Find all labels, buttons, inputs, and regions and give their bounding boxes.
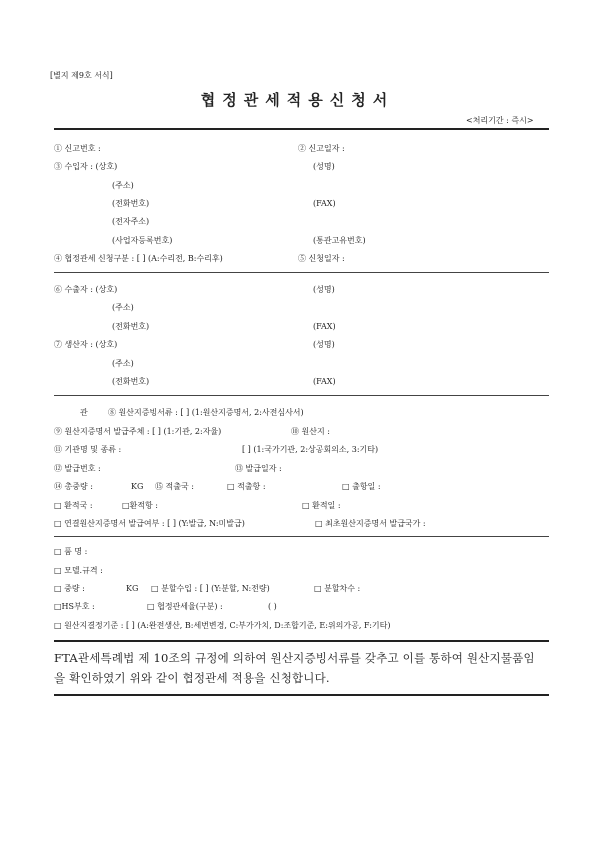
origin-criteria-field[interactable]: □ 원산지결정기준 : [ ] (A:완전생산, B:세번변경, C:부가가치, D:조합기준, E:위의가공, F:기타) [54,621,391,630]
certificate-number-field[interactable]: ⑫ 발급번호 : [54,464,101,473]
importer-address-field[interactable]: (주소) [112,181,134,190]
weight-unit: KG [126,584,139,593]
apply-date-field[interactable]: ⑤ 신청일자 : [298,254,345,263]
tariff-rate-paren: ( ) [268,602,277,611]
gross-weight-field[interactable]: ⑭ 총중량 : [54,482,93,491]
divider-3 [54,536,549,537]
processing-period: <처리기간 : 즉시> [466,116,534,125]
first-certificate-country-field[interactable]: □ 최초원산지증명서 발급국가 : [315,519,426,528]
producer-fax-field[interactable]: (FAX) [313,377,336,386]
declaration-text: FTA관세특례법 제 10조의 규정에 의하여 원산지증빙서류를 갖추고 이를 통하여 원산지물품임을 확인하였기 위와 같이 협정관세 적용을 신청합니다. [54,651,535,685]
agency-type-field[interactable]: [ ] (1:국가기관, 2:상공회의소, 3:기타) [242,445,379,454]
shipping-country-field[interactable]: ⑮ 적출국 : [155,482,194,491]
business-number-field[interactable]: (사업자등록번호) [112,236,173,245]
bottom-rule [54,694,549,696]
producer-phone-field[interactable]: (전화번호) [112,377,150,386]
origin-document-field[interactable]: ⑧ 원산지증빙서류 : [ ] (1:원산지증명서, 2:사전심사서) [108,408,304,417]
tariff-rate-field[interactable]: □ 협정관세율(구분) : [147,602,223,611]
exporter-name-field[interactable]: (성명) [313,285,335,294]
exporter-fax-field[interactable]: (FAX) [313,322,336,331]
report-number-field[interactable]: ① 신고번호 : [54,144,101,153]
weight-field[interactable]: □ 중량 : [54,584,85,593]
importer-company-field[interactable]: ③ 수입자 : (상호) [54,162,118,171]
gross-weight-unit: KG [131,482,144,491]
form-title: 협정관세적용신청서 [200,91,395,109]
report-date-field[interactable]: ② 신고일자 : [298,144,345,153]
producer-name-field[interactable]: (성명) [313,340,335,349]
issue-date-field[interactable]: ⑬ 발급일자 : [235,464,282,473]
model-spec-field[interactable]: □ 모델.규격 : [54,566,103,575]
divider-1 [54,272,549,273]
divider-4 [54,640,549,642]
exporter-address-field[interactable]: (주소) [112,303,134,312]
importer-email-field[interactable]: (전자주소) [112,217,150,226]
issuer-field[interactable]: ⑨ 원산지증명서 발급주체 : [ ] (1:기관, 2:자율) [54,427,222,436]
producer-address-field[interactable]: (주소) [112,359,134,368]
transship-date-field[interactable]: □ 환적일 : [302,501,341,510]
shipping-port-field[interactable]: □ 적출항 : [227,482,266,491]
importer-phone-field[interactable]: (전화번호) [112,199,150,208]
producer-company-field[interactable]: ⑦ 생산자 : (상호) [54,340,118,349]
top-rule [54,128,549,130]
transship-port-field[interactable]: □환적항 : [122,501,158,510]
item-name-field[interactable]: □ 품 명 : [54,547,88,556]
gwan-label: 관 [80,408,88,417]
split-order-field[interactable]: □ 분할차수 : [314,584,361,593]
origin-country-field[interactable]: ⑩ 원산지 : [291,427,330,436]
transship-country-field[interactable]: □ 환적국 : [54,501,93,510]
apply-type-field[interactable]: ④ 협정관세 신청구분 : [ ] (A:수리전, B:수리후) [54,254,223,263]
importer-name-field[interactable]: (성명) [313,162,335,171]
chain-certificate-field[interactable]: □ 연결원산지증명서 발급여부 : [ ] (Y:발급, N:미발급) [54,519,245,528]
divider-2 [54,395,549,396]
exporter-phone-field[interactable]: (전화번호) [112,322,150,331]
customs-code-field[interactable]: (통관고유번호) [313,236,366,245]
split-import-field[interactable]: □ 분할수입 : [ ] (Y:분할, N:전량) [151,584,270,593]
importer-fax-field[interactable]: (FAX) [313,199,336,208]
hs-code-field[interactable]: □HS부호 : [54,602,95,611]
departure-date-field[interactable]: □ 출항일 : [342,482,381,491]
form-number: [별지 제9호 서식] [50,71,113,80]
agency-field[interactable]: ⑪ 기관명 및 종류 : [54,445,122,454]
exporter-company-field[interactable]: ⑥ 수출자 : (상호) [54,285,118,294]
